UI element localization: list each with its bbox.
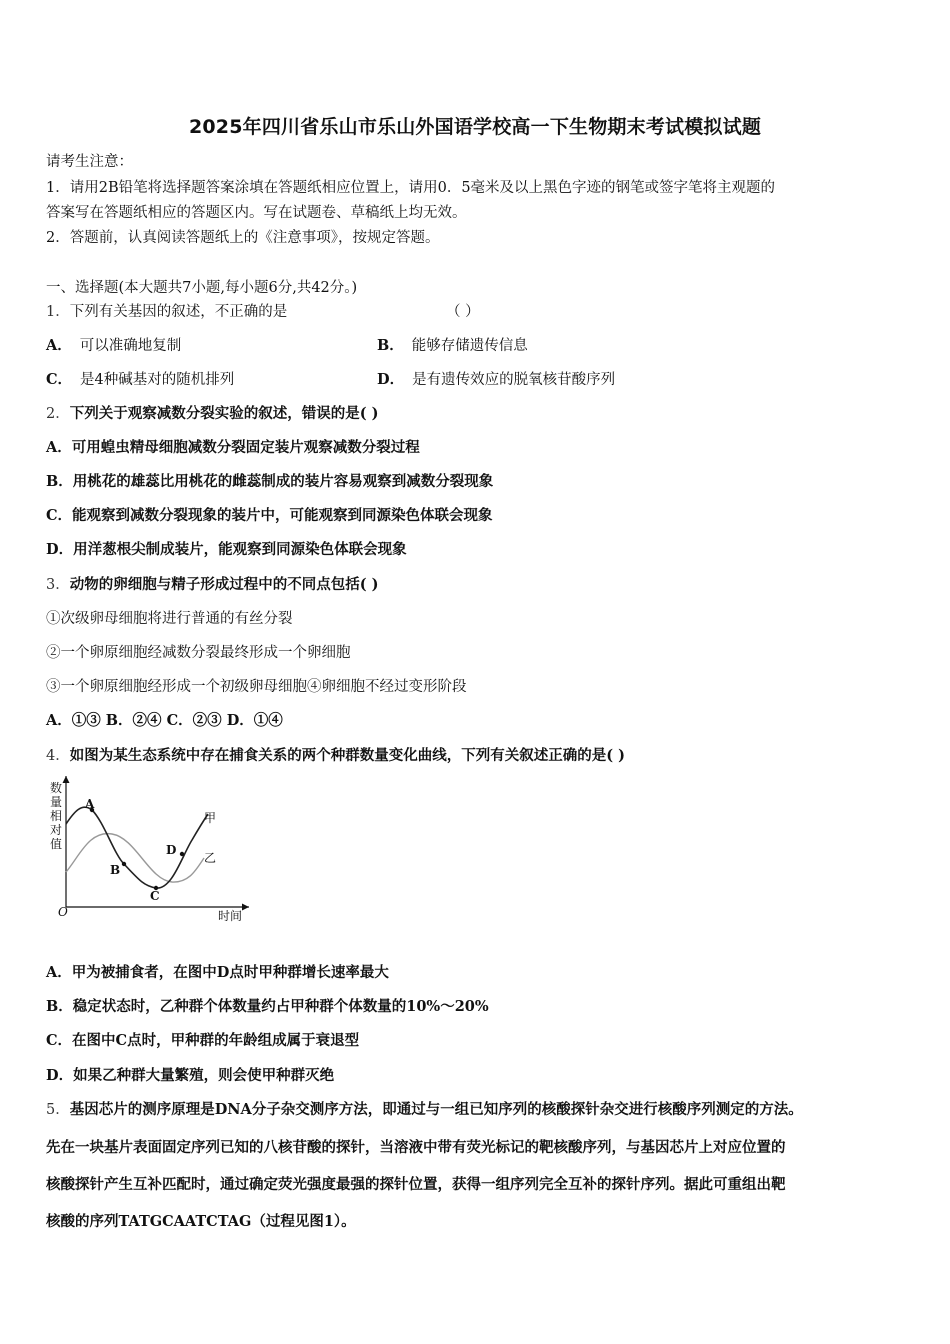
option-d[interactable]: [377, 370, 615, 390]
option-d[interactable]: D．用洋葱根尖制成装片，能观察到同源染色体联会现象: [46, 541, 407, 558]
option-label: B．: [377, 337, 404, 354]
option-d[interactable]: D．如果乙种群大量繁殖，则会使甲种群灭绝: [46, 1067, 335, 1084]
notice-item-1: 1．请用2B铅笔将选择题答案涂填在答题纸相应位置上，请用0．5毫米及以上黑色字迹的钢笔或签字笔将主观题的: [46, 180, 776, 196]
question-number: 4．: [46, 748, 70, 764]
population-graph: [44, 772, 254, 932]
option-c[interactable]: C．能观察到减数分裂现象的装片中，可能观察到同源染色体联会现象: [46, 507, 493, 524]
option-a[interactable]: [46, 336, 181, 356]
point-b-marker: [122, 862, 126, 866]
option-b[interactable]: B．用桃花的雄蕊比用桃花的雌蕊制成的装片容易观察到减数分裂现象: [46, 473, 494, 490]
option-text: 是4种碱基对的随机排列: [80, 372, 235, 388]
question-1-stem: [46, 302, 287, 322]
question-text: 下列有关基因的叙述，不正确的是: [69, 304, 288, 320]
statement-3: ③一个卵原细胞经形成一个初级卵母细胞④卵细胞不经过变形阶段: [46, 679, 467, 695]
question-number: 1．: [46, 304, 70, 320]
point-a-label: A: [85, 797, 95, 811]
question-5-stem: [46, 1100, 803, 1120]
point-b-label: B: [110, 863, 121, 877]
option-text: 可以准确地复制: [79, 338, 182, 354]
y-axis-label-char: 对: [50, 823, 63, 837]
option-a[interactable]: A．甲为被捕食者，在图中D点时甲种群增长速率最大: [46, 964, 389, 981]
question-3-stem: [46, 575, 379, 595]
origin-label: O: [58, 905, 68, 919]
curve-jia-label: 甲: [204, 811, 217, 825]
question-text: 如图为某生态系统中存在捕食关系的两个种群数量变化曲线，下列有关叙述正确的是( ): [69, 747, 626, 764]
section-heading: 一、选择题(本大题共7小题,每小题6分,共42分。): [46, 280, 358, 296]
option-label: D．: [377, 371, 405, 388]
option-text: 能够存储遗传信息: [411, 338, 528, 354]
statement-2: ②一个卵原细胞经减数分裂最终形成一个卵细胞: [46, 645, 351, 661]
option-label: A．: [46, 337, 72, 354]
answer-paren: （ ）: [446, 304, 480, 320]
curve-yi-label: 乙: [204, 851, 217, 865]
option-a[interactable]: A．可用蝗虫精母细胞减数分裂固定装片观察减数分裂过程: [46, 439, 420, 456]
question-text: 下列关于观察减数分裂实验的叙述，错误的是( ): [69, 405, 379, 422]
point-d-marker: [180, 852, 184, 856]
option-label: C．: [46, 371, 73, 388]
curve-jia: [66, 807, 208, 888]
option-c[interactable]: C．在图中C点时，甲种群的年龄组成属于衰退型: [46, 1032, 360, 1049]
y-axis-label-char: 量: [50, 795, 63, 809]
option-b[interactable]: [377, 336, 528, 356]
page-title: 2025年四川省乐山市乐山外国语学校高一下生物期末考试模拟试题: [188, 116, 762, 138]
point-c-label: C: [150, 889, 160, 903]
x-axis-label: 时间: [218, 909, 243, 923]
option-row[interactable]: A．①③ B．②④ C．②③ D．①④: [46, 712, 283, 729]
question-text: 基因芯片的测序原理是DNA分子杂交测序方法，即通过与一组已知序列的核酸探针杂交进行核酸序列测定的方法。: [69, 1101, 803, 1118]
y-axis-label-char: 相: [50, 809, 63, 823]
question-5-line-2: 先在一块基片表面固定序列已知的八核苷酸的探针，当溶液中带有荧光标记的靶核酸序列，与基因芯片上对应位置的: [46, 1139, 786, 1156]
point-d-label: D: [166, 843, 177, 857]
y-axis-label-char: 值: [50, 837, 63, 851]
statement-1: ①次级卵母细胞将进行普通的有丝分裂: [46, 611, 293, 627]
option-c[interactable]: [46, 370, 234, 390]
question-5-line-3: 核酸探针产生互补匹配时，通过确定荧光强度最强的探针位置，获得一组序列完全互补的探针序列。据此可重组出靶: [46, 1176, 786, 1193]
question-number: 2．: [46, 406, 70, 422]
y-axis-label-char: 数: [50, 781, 63, 795]
graph-svg: [44, 772, 254, 932]
question-number: 5．: [46, 1102, 70, 1118]
question-text: 动物的卵细胞与精子形成过程中的不同点包括( ): [69, 576, 379, 593]
question-2-stem: [46, 404, 379, 424]
option-text: 是有遗传效应的脱氧核苷酸序列: [412, 372, 616, 388]
option-b[interactable]: B．稳定状态时，乙种群个体数量约占甲种群个体数量的10%～20%: [46, 998, 489, 1015]
notice-item-2: 2．答题前，认真阅读答题纸上的《注意事项》，按规定答题。: [46, 230, 440, 246]
notice-item-1-cont: 答案写在答题纸相应的答题区内。写在试题卷、草稿纸上均无效。: [46, 205, 467, 221]
question-4-stem: [46, 746, 625, 766]
question-number: 3．: [46, 577, 70, 593]
question-5-line-4: 核酸的序列TATGCAATCTAG（过程见图1）。: [46, 1213, 356, 1230]
notice-heading: 请考生注意：: [46, 154, 133, 170]
